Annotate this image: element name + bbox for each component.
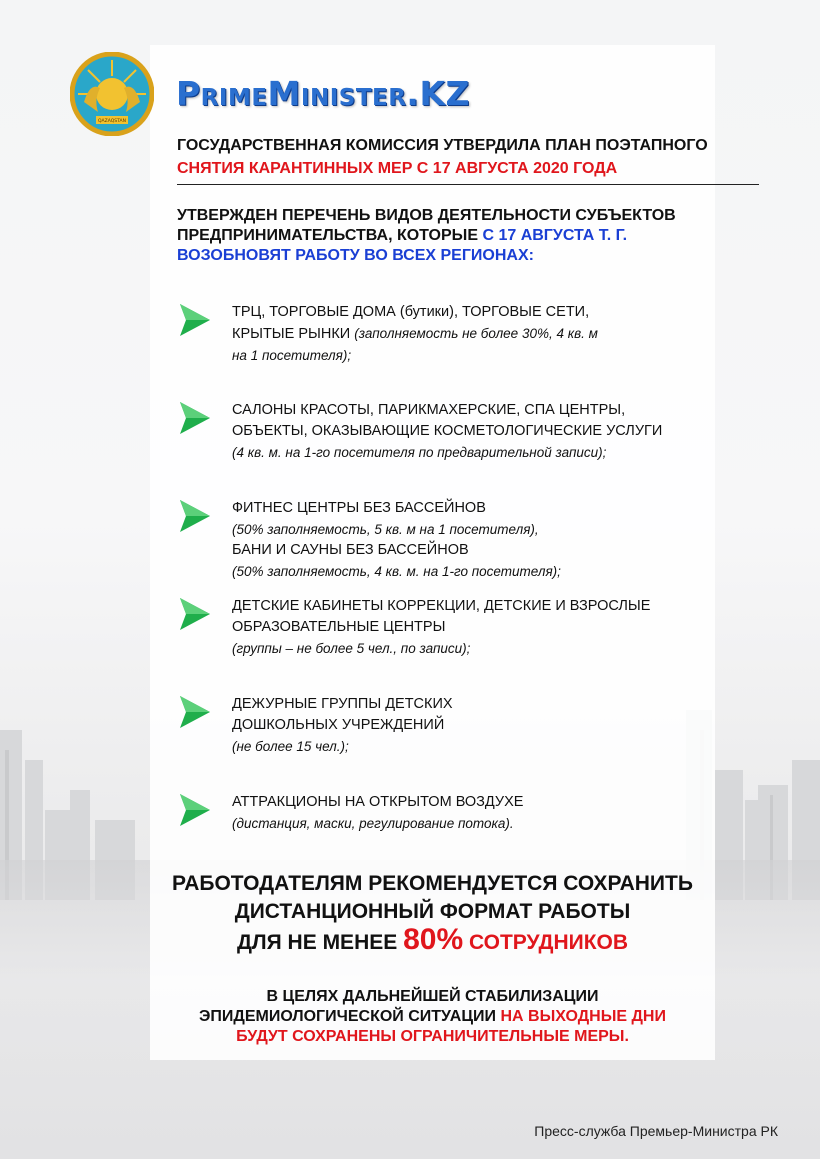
item-line: БАНИ И САУНЫ БЕЗ БАССЕЙНОВ	[232, 542, 469, 558]
emblem-text: QAZAQSTAN	[98, 119, 126, 124]
intro-line-2	[177, 226, 676, 246]
intro-line-2-blue: С 17 АВГУСТА Т. Г.	[482, 227, 628, 244]
item-note: (не более 15 чел.);	[232, 739, 349, 754]
closing-line-3: БУДУТ СОХРАНЕНЫ ОГРАНИЧИТЕЛЬНЫЕ МЕРЫ.	[236, 1028, 629, 1045]
list-item-text	[232, 694, 712, 757]
arrow-bullet-icon	[178, 694, 212, 730]
item-note: (50% заполняемость, 5 кв. м на 1 посетителя),	[232, 522, 539, 537]
closing-statement	[150, 987, 715, 1047]
item-line: ДОШКОЛЬНЫХ УЧРЕЖДЕНИЙ	[232, 717, 445, 733]
press-service-footer: Пресс-служба Премьер-Министра РК	[534, 1123, 778, 1139]
item-note: (заполняемость не более 30%, 4 кв. м	[354, 326, 598, 341]
item-note: (50% заполняемость, 4 кв. м. на 1-го посетителя);	[232, 564, 561, 579]
item-note: (дистанция, маски, регулирование потока).	[232, 816, 514, 831]
item-line	[232, 323, 712, 345]
item-line: ДЕЖУРНЫЕ ГРУППЫ ДЕТСКИХ	[232, 696, 453, 712]
employers-percent: 80%	[403, 923, 464, 956]
item-line: САЛОНЫ КРАСОТЫ, ПАРИКМАХЕРСКИЕ, СПА ЦЕНТРЫ,	[232, 402, 626, 418]
site-brand: PrimeMinister.KZ	[176, 74, 470, 113]
employers-line-3-suffix: СОТРУДНИКОВ	[463, 931, 629, 954]
item-line: ТРЦ, ТОРГОВЫЕ ДОМА (бутики), ТОРГОВЫЕ СЕТИ,	[232, 304, 590, 320]
item-line: ОБЪЕКТЫ, ОКАЗЫВАЮЩИЕ КОСМЕТОЛОГИЧЕСКИЕ УСЛУГИ	[232, 423, 663, 439]
item-note: на 1 посетителя);	[232, 348, 352, 363]
item-line: ДЕТСКИЕ КАБИНЕТЫ КОРРЕКЦИИ, ДЕТСКИЕ И ВЗРОСЛЫЕ	[232, 598, 651, 614]
intro-line-3: ВОЗОБНОВЯТ РАБОТУ ВО ВСЕХ РЕГИОНАХ:	[177, 247, 534, 264]
headline-line-2: СНЯТИЯ КАРАНТИННЫХ МЕР С 17 АВГУСТА 2020 ГОДА	[177, 160, 618, 177]
headline-line-1: ГОСУДАРСТВЕННАЯ КОМИССИЯ УТВЕРДИЛА ПЛАН ПОЭТАПНОГО	[177, 137, 708, 154]
employers-line-1: РАБОТОДАТЕЛЯМ РЕКОМЕНДУЕТСЯ СОХРАНИТЬ	[172, 872, 693, 895]
arrow-bullet-icon	[178, 792, 212, 828]
employers-recommendation	[150, 870, 715, 957]
item-note: (группы – не более 5 чел., по записи);	[232, 641, 471, 656]
list-item-text	[232, 596, 712, 659]
item-line: ФИТНЕС ЦЕНТРЫ БЕЗ БАССЕЙНОВ	[232, 500, 486, 516]
list-item-text	[232, 400, 712, 463]
arrow-bullet-icon	[178, 498, 212, 534]
arrow-bullet-icon	[178, 400, 212, 436]
employers-line-2: ДИСТАНЦИОННЫЙ ФОРМАТ РАБОТЫ	[234, 900, 631, 923]
item-line: АТТРАКЦИОНЫ НА ОТКРЫТОМ ВОЗДУХЕ	[232, 794, 524, 810]
kazakhstan-emblem-icon	[70, 52, 154, 136]
item-line: ОБРАЗОВАТЕЛЬНЫЕ ЦЕНТРЫ	[232, 619, 446, 635]
closing-line-2-black: ЭПИДЕМИОЛОГИЧЕСКОЙ СИТУАЦИИ	[199, 1008, 501, 1025]
intro	[177, 206, 676, 266]
item-line-main: КРЫТЫЕ РЫНКИ	[232, 326, 355, 342]
intro-line-2-black: ПРЕДПРИНИМАТЕЛЬСТВА, КОТОРЫЕ	[177, 227, 483, 244]
headline	[177, 134, 708, 180]
arrow-bullet-icon	[178, 302, 212, 338]
item-note: (4 кв. м. на 1-го посетителя по предварительной записи);	[232, 445, 607, 460]
list-item-text	[232, 302, 712, 366]
employers-line-3-prefix: ДЛЯ НЕ МЕНЕЕ	[236, 931, 404, 954]
arrow-bullet-icon	[178, 596, 212, 632]
closing-line-1: В ЦЕЛЯХ ДАЛЬНЕЙШЕЙ СТАБИЛИЗАЦИИ	[266, 988, 599, 1005]
employers-line-3	[150, 923, 715, 957]
closing-line-2-red: НА ВЫХОДНЫЕ ДНИ	[500, 1008, 666, 1025]
list-item-text	[232, 498, 712, 582]
divider	[177, 184, 759, 185]
closing-line-2	[150, 1007, 715, 1027]
intro-line-1: УТВЕРЖДЕН ПЕРЕЧЕНЬ ВИДОВ ДЕЯТЕЛЬНОСТИ СУБЪЕКТОВ	[177, 207, 676, 224]
list-item-text	[232, 792, 712, 834]
